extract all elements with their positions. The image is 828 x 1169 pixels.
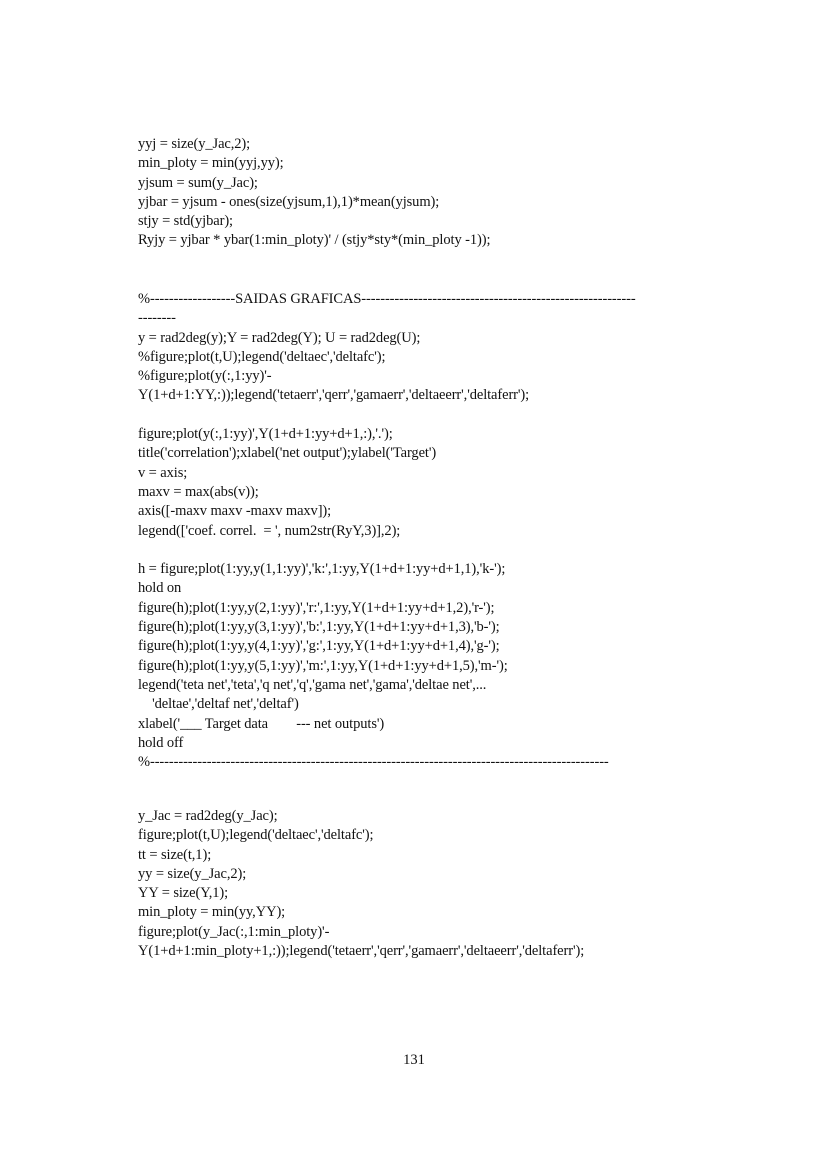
- code-line: yyj = size(y_Jac,2);: [138, 136, 251, 152]
- code-line: v = axis;: [138, 464, 188, 481]
- code-line: figure(h);plot(1:yy,y(2,1:yy)','r:',1:yy,Y(1+d+1:yy+d+1,2),'r-');: [138, 599, 495, 616]
- code-line: title('correlation');xlabel('net output');ylabel('Target'): [138, 445, 437, 462]
- code-line: %------------------SAIDAS GRAFICAS----------------------------------------------------------: [138, 291, 636, 307]
- code-line: figure;plot(t,U);legend('deltaec','deltafc');: [138, 827, 374, 844]
- code-line: %figure;plot(t,U);legend('deltaec','deltafc');: [138, 348, 386, 365]
- code-line: y_Jac = rad2deg(y_Jac);: [138, 808, 278, 824]
- code-line: legend(['coef. correl. = ', num2str(RyY,3)],2);: [138, 522, 401, 539]
- code-line: h = figure;plot(1:yy,y(1,1:yy)','k:',1:yy,Y(1+d+1:yy+d+1,1),'k-');: [138, 561, 506, 578]
- page-number: 131: [403, 1052, 425, 1068]
- code-line: figure;plot(y(:,1:yy)',Y(1+d+1:yy+d+1,:),'.');: [138, 426, 393, 443]
- code-line: figure;plot(y_Jac(:,1:min_ploty)'-: [138, 923, 330, 940]
- code-line: figure(h);plot(1:yy,y(4,1:yy)','g:',1:yy,Y(1+d+1:yy+d+1,4),'g-');: [138, 638, 500, 655]
- code-block-graphics-output: [138, 290, 738, 772]
- code-line: Ryjy = yjbar * ybar(1:min_ploty)' / (stjy*sty*(min_ploty -1));: [138, 232, 491, 249]
- code-line: --------: [138, 310, 176, 327]
- code-line: hold on: [138, 580, 182, 597]
- code-line: %-------------------------------------------------------------------------------------------------: [138, 754, 609, 771]
- code-line: yjbar = yjsum - ones(size(yjsum,1),1)*mean(yjsum);: [138, 193, 440, 210]
- code-line: xlabel('___ Target data --- net outputs'): [138, 715, 385, 732]
- code-line: tt = size(t,1);: [138, 846, 212, 863]
- code-line: YY = size(Y,1);: [138, 885, 229, 902]
- code-line: yjsum = sum(y_Jac);: [138, 174, 258, 191]
- code-block-jacobian-plot: [138, 807, 738, 961]
- code-line: 'deltae','deltaf net','deltaf'): [138, 696, 299, 713]
- code-line: axis([-maxv maxv -maxv maxv]);: [138, 503, 332, 520]
- code-line: maxv = max(abs(v));: [138, 483, 259, 500]
- code-line: Y(1+d+1:YY,:));legend('tetaerr','qerr','gamaerr','deltaeerr','deltaferr');: [138, 387, 530, 404]
- code-line: legend('teta net','teta','q net','q','gama net','gama','deltae net',...: [138, 676, 487, 693]
- code-line: [138, 541, 738, 560]
- code-line: [138, 406, 738, 425]
- code-line: Y(1+d+1:min_ploty+1,:));legend('tetaerr','qerr','gamaerr','deltaeerr','deltaferr');: [138, 943, 585, 960]
- code-line: figure(h);plot(1:yy,y(3,1:yy)','b:',1:yy,Y(1+d+1:yy+d+1,3),'b-');: [138, 619, 500, 636]
- code-line: y = rad2deg(y);Y = rad2deg(Y); U = rad2deg(U);: [138, 329, 421, 346]
- code-line: min_ploty = min(yyj,yy);: [138, 155, 284, 172]
- code-line: %figure;plot(y(:,1:yy)'-: [138, 368, 272, 385]
- code-line: hold off: [138, 734, 184, 751]
- code-line: stjy = std(yjbar);: [138, 213, 233, 230]
- code-line: yy = size(y_Jac,2);: [138, 865, 247, 882]
- code-line: figure(h);plot(1:yy,y(5,1:yy)','m:',1:yy,Y(1+d+1:yy+d+1,5),'m-');: [138, 657, 508, 674]
- code-line: min_ploty = min(yy,YY);: [138, 904, 286, 921]
- code-block-stats: [138, 135, 738, 251]
